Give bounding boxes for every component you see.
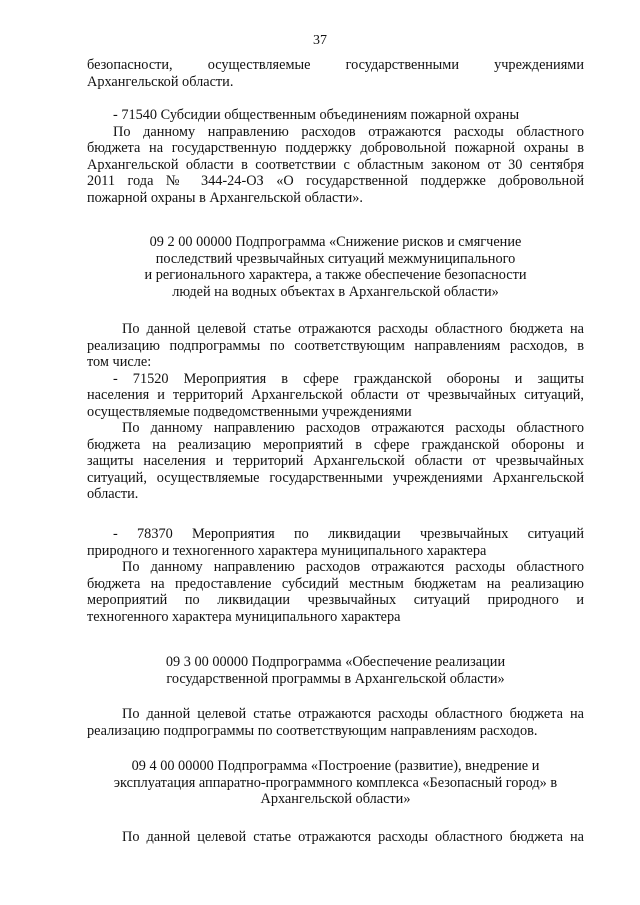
text-line: По данному направлению расходов отражаются расходы областного — [122, 420, 584, 436]
text-line: Архангельской области. — [87, 73, 234, 90]
text-line: ситуаций, осуществляемые государственными учреждениями Архангельской — [87, 469, 584, 486]
text-line: реализацию подпрограммы по соответствующим направлениям расходов. — [87, 722, 538, 739]
subprogram-heading-09-2 — [87, 234, 584, 300]
page-number: 37 — [313, 33, 327, 48]
text-line: По данной целевой статье отражаются расходы областного бюджета на — [122, 706, 584, 722]
heading-line: людей на водных объектах в Архангельской области» — [172, 283, 499, 300]
text-line: По данному направлению расходов отражаются расходы областного — [113, 123, 584, 140]
text-line: природного и техногенного характера муниципального характера — [87, 542, 487, 559]
text-line: По данной целевой статье отражаются расходы областного бюджета на — [122, 321, 584, 337]
text-line: мероприятий по ликвидации чрезвычайных ситуаций природного и — [87, 592, 584, 608]
text-line: области. — [87, 486, 139, 502]
heading-line: эксплуатация аппаратно-программного комплекса «Безопасный город» в — [113, 774, 558, 791]
text-line: безопасности, осуществляемые государственными учреждениями — [87, 57, 584, 73]
paragraph-09-3-body — [87, 706, 584, 739]
paragraph-09-2-body — [87, 321, 584, 503]
heading-line: последствий чрезвычайных ситуаций межмуниципального — [155, 250, 516, 267]
paragraph-continuation — [87, 57, 584, 90]
subprogram-heading-09-4 — [87, 758, 584, 808]
text-line: бюджета на государственную поддержку добровольной пожарной охраны в — [87, 140, 584, 156]
text-line: 2011 года № 344-24-ОЗ «О государственной поддержке добровольной — [87, 173, 584, 189]
heading-line: 09 3 00 00000 Подпрограмма «Обеспечение реализации — [165, 654, 506, 670]
heading-line: и регионального характера, а также обеспечение безопасности — [144, 267, 527, 283]
heading-line: Архангельской области» — [260, 791, 411, 807]
text-line: защиты населения и территорий Архангельской области от чрезвычайных — [87, 453, 584, 469]
paragraph-71540 — [87, 107, 584, 206]
subprogram-heading-09-3 — [87, 654, 584, 687]
text-line: реализацию подпрограммы по соответствующим направлениям расходов, в — [87, 337, 584, 354]
text-line: бюджета на реализацию мероприятий в сфере гражданской обороны и — [87, 436, 584, 453]
heading-line: 09 4 00 00000 Подпрограмма «Построение (развитие), внедрение и — [131, 758, 540, 774]
item-heading-line: - 78370 Мероприятия по ликвидации чрезвычайных ситуаций — [113, 526, 584, 542]
text-line: бюджета на предоставление субсидий местным бюджетам на реализацию — [87, 575, 584, 592]
text-line: осуществляемые подведомственными учреждениями — [87, 403, 412, 420]
paragraph-09-4-body — [87, 829, 584, 846]
paragraph-78370 — [87, 526, 584, 625]
text-line: пожарной охраны в Архангельской области». — [87, 189, 363, 206]
text-line: том числе: — [87, 354, 152, 370]
text-line: Архангельской области в соответствии с областным законом от 30 сентября — [87, 156, 584, 173]
text-line: населения и территорий Архангельской области от чрезвычайных ситуаций, — [87, 387, 584, 403]
text-line: По данному направлению расходов отражаются расходы областного — [122, 559, 584, 575]
text-line: По данной целевой статье отражаются расходы областного бюджета на — [122, 829, 584, 845]
item-heading-line: - 71520 Мероприятия в сфере гражданской обороны и защиты — [113, 370, 584, 387]
item-heading-line: - 71540 Субсидии общественным объединениям пожарной охраны — [113, 107, 520, 123]
heading-line: 09 2 00 00000 Подпрограмма «Снижение рисков и смягчение — [149, 234, 522, 250]
heading-line: государственной программы в Архангельской области» — [166, 670, 505, 687]
text-line: техногенного характера муниципального характера — [87, 608, 401, 625]
